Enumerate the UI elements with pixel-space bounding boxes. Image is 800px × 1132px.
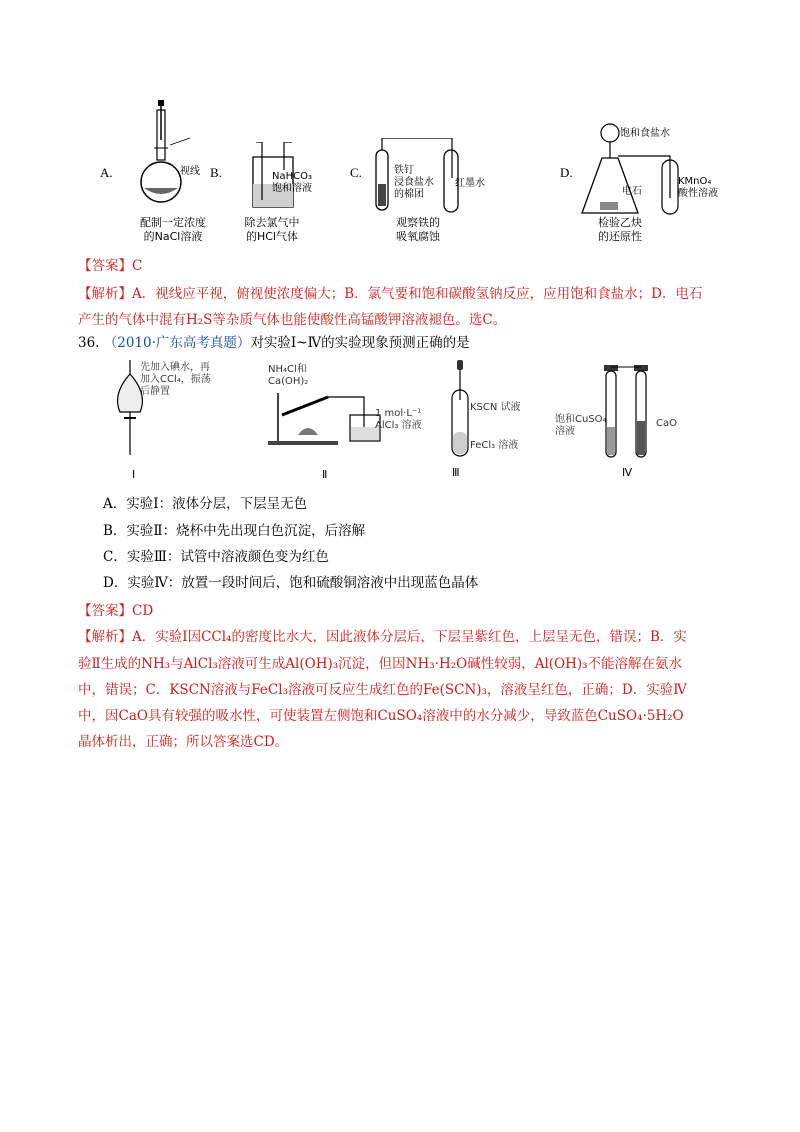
caption-b — [232, 216, 312, 244]
note-fecl3: FeCl₃ 溶液 — [470, 440, 519, 451]
tag-iron-nail — [394, 165, 434, 201]
note-fig2-solution — [375, 408, 422, 432]
answer-label: 【答案】 — [78, 603, 132, 619]
caption-a — [128, 216, 218, 244]
tag-kmno4 — [678, 176, 718, 200]
option-c: C．实验Ⅲ：试管中溶液颜色变为红色 — [103, 549, 329, 565]
q36-stem — [78, 333, 470, 353]
option-a: A．实验Ⅰ：液体分层，下层呈无色 — [103, 496, 308, 512]
tag-nahco3-line1: NaHCO₃ — [272, 171, 312, 182]
roman-iv: Ⅳ — [622, 467, 633, 479]
tag-iron-nail-line3: 的棉团 — [394, 189, 424, 200]
note-fig2-reactants — [268, 364, 308, 388]
answer-value: CD — [132, 603, 154, 619]
note-cuso4-line1: 饱和CuSO₄ — [555, 414, 607, 425]
tag-brine: 饱和食盐水 — [620, 128, 670, 139]
figure-u-tube-cao — [598, 365, 658, 465]
note-fig2-line1: NH₄Cl和 — [268, 364, 307, 375]
question-source: （2010·广东高考真题） — [103, 335, 251, 351]
answer-value: C — [132, 258, 143, 274]
q36-analysis-line5: 晶体析出，正确；所以答案选CD。 — [78, 734, 289, 750]
note-kscn: KSCN 试液 — [470, 402, 521, 413]
q36-analysis-line2: 验Ⅱ生成的NH₃与AlCl₃溶液可生成Al(OH)₃沉淀，但因NH₃·H₂O碱性较弱，Al(OH)₃不能溶解在氨水 — [78, 656, 683, 672]
note-fig2-line2: Ca(OH)₂ — [268, 376, 309, 387]
option-d-label: D. — [560, 165, 573, 180]
roman-ii: Ⅱ — [322, 469, 328, 481]
caption-c — [378, 216, 458, 244]
note-fig1-line2: 加入CCl₄，振荡 — [140, 374, 211, 385]
q36-analysis-line3: 中，错误；C．KSCN溶液与FeCl₃溶液可反应生成红色的Fe(SCN)₃，溶液呈红色，正确；D．实验Ⅳ — [78, 682, 687, 698]
note-fig2-line3: 1 mol·L⁻¹ — [375, 408, 422, 419]
note-cuso4-line2: 溶液 — [555, 426, 575, 437]
tag-nahco3-line2: 饱和溶液 — [272, 183, 312, 194]
question-text: 对实验Ⅰ~Ⅳ的实验现象预测正确的是 — [250, 335, 470, 351]
q36-analysis-line1 — [78, 627, 687, 647]
figure-test-tube-dropper — [448, 360, 472, 460]
caption-a-line2: 的NaCl溶液 — [143, 230, 203, 243]
tag-red-ink: 红墨水 — [455, 178, 485, 189]
answer-label: 【答案】 — [78, 258, 132, 274]
tag-nahco3 — [272, 171, 312, 195]
tag-iron-nail-line2: 浸食盐水 — [394, 177, 434, 188]
caption-c-line2: 吸氧腐蚀 — [396, 230, 440, 243]
caption-a-line1: 配制一定浓度 — [140, 216, 206, 229]
caption-d-line1: 检验乙炔 — [598, 216, 642, 229]
tag-kmno4-line2: 酸性溶液 — [678, 188, 718, 199]
q35-answer — [78, 256, 142, 276]
q35-analysis-line2: 产生的气体中混有H₂S等杂质气体也能使酸性高锰酸钾溶液褪色。选C。 — [78, 312, 507, 328]
tag-sightline: 视线 — [180, 166, 200, 177]
note-fig1-line3: 后静置 — [140, 386, 170, 397]
caption-b-line2: 的HCl气体 — [245, 230, 298, 243]
option-d: D．实验Ⅳ：放置一段时间后，饱和硫酸铜溶液中出现蓝色晶体 — [103, 575, 479, 591]
option-a-label: A. — [100, 165, 113, 180]
roman-iii: Ⅲ — [452, 467, 460, 479]
tag-calcium-carbide: 电石 — [622, 186, 642, 197]
tag-kmno4-line1: KMnO₄ — [678, 176, 712, 187]
note-cao: CaO — [656, 418, 677, 429]
figure-volumetric-flask — [140, 100, 210, 210]
option-b: B．实验Ⅱ：烧杯中先出现白色沉淀，后溶解 — [103, 523, 366, 539]
caption-c-line1: 观察铁的 — [396, 216, 440, 229]
caption-d-line2: 的还原性 — [598, 230, 642, 243]
note-fig2-line4: AlCl₃ 溶液 — [375, 420, 422, 431]
q36-analysis-line4: 中，因CaO具有较强的吸水性，可使装置左侧饱和CuSO₄溶液中的水分减少，导致蓝色CuSO₄·5H₂O — [78, 708, 684, 724]
question-number: 36. — [78, 335, 100, 351]
option-c-label: C. — [350, 165, 362, 180]
roman-i: Ⅰ — [132, 469, 136, 481]
q36-answer — [78, 601, 153, 621]
note-fig1-line1: 先加入碘水，再 — [140, 362, 210, 373]
caption-b-line1: 除去氯气中 — [244, 216, 300, 229]
analysis-text: A．视线应平视，俯视使浓度偏大；B．氯气要和饱和碳酸氢钠反应，应用饱和食盐水；D．电石 — [132, 286, 703, 302]
analysis-label: 【解析】 — [78, 286, 132, 302]
analysis-label: 【解析】 — [78, 629, 132, 645]
option-b-label: B. — [210, 165, 222, 180]
analysis-text: A．实验Ⅰ因CCl₄的密度比水大，因此液体分层后，下层呈紫红色，上层呈无色，错误；B．实 — [132, 629, 687, 645]
q35-analysis-line1 — [78, 284, 703, 304]
note-fig1 — [140, 362, 211, 398]
caption-d — [580, 216, 660, 244]
note-cuso4 — [555, 414, 607, 438]
tag-iron-nail-line1: 铁钉 — [394, 165, 414, 176]
